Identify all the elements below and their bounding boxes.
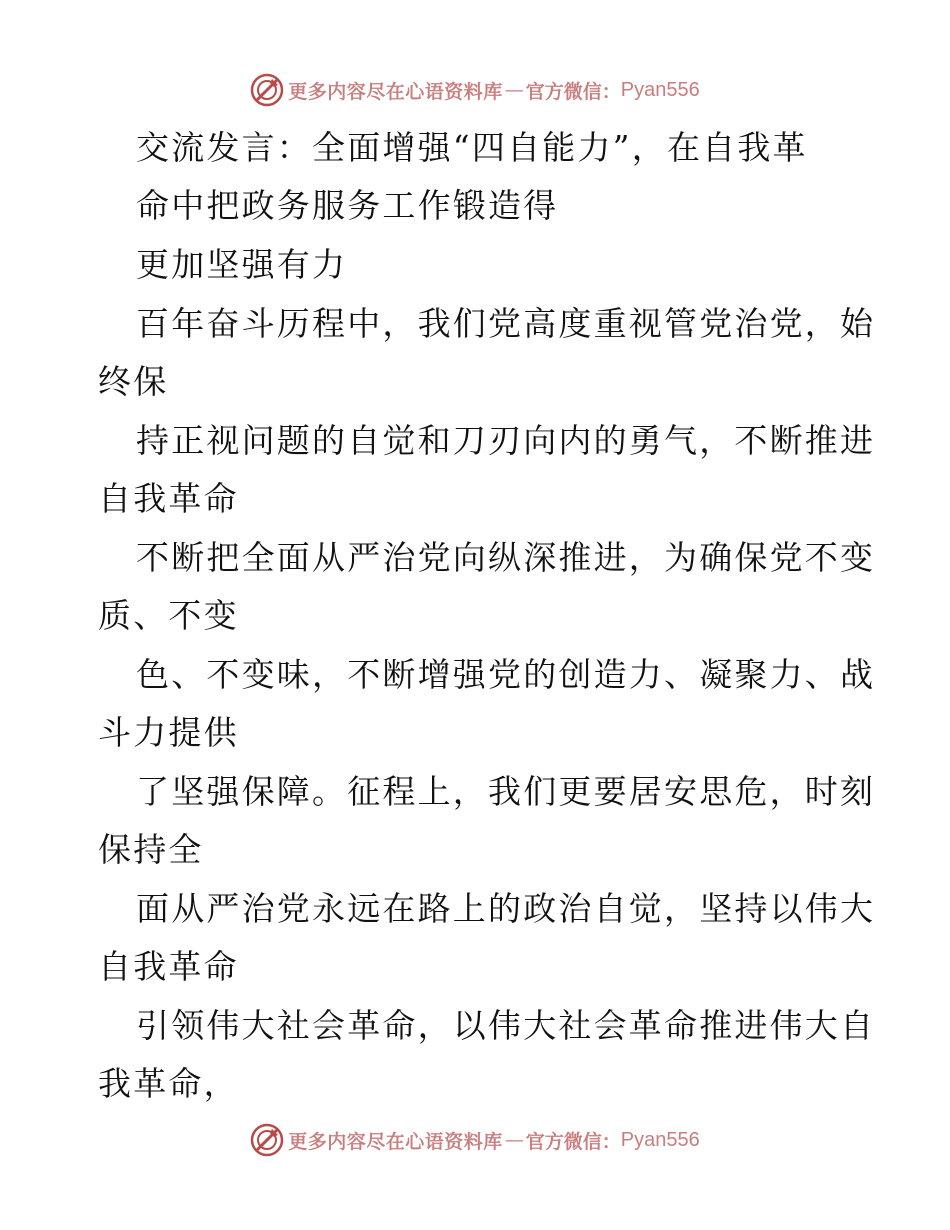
banner-wechat-label: 官方微信： (525, 80, 621, 103)
banner-separator: — (504, 79, 524, 101)
text-line: 自我革命 (98, 947, 239, 986)
text-line: 百年奋斗历程中，我们党高度重视管党治党，始 (136, 304, 876, 343)
banner-wechat-id: Pyan556 (620, 1128, 700, 1151)
logo-icon (250, 1123, 284, 1157)
text-line: 终保 (98, 362, 169, 401)
text-line: 保持全 (98, 830, 204, 869)
text-line: 不断把全面从严治党向纵深推进，为确保党不变 (136, 538, 876, 577)
text-line: 自我革命 (98, 479, 239, 518)
text-line: 质、不变 (98, 596, 239, 635)
text-line: 持正视问题的自觉和刀刃向内的勇气，不断推进 (136, 421, 876, 460)
text-line: 我革命， (98, 1064, 239, 1103)
banner-text: 更多内容尽在心语资料库 (288, 80, 503, 103)
header-banner (0, 70, 950, 110)
text-line: 命中把政务服务工作锻造得 (136, 186, 559, 225)
text-line: 引领伟大社会革命，以伟大社会革命推进伟大自 (136, 1006, 876, 1045)
banner-separator: — (504, 1129, 524, 1151)
banner-wechat-id: Pyan556 (620, 78, 700, 101)
text-line: 色、不变味，不断增强党的创造力、凝聚力、战 (136, 655, 876, 694)
logo-icon (250, 73, 284, 107)
banner-text: 更多内容尽在心语资料库 (288, 1130, 503, 1153)
text-line: 交流发言：全面增强“四自能力”，在自我革 (136, 128, 808, 167)
text-line: 面从严治党永远在路上的政治自觉，坚持以伟大 (136, 889, 876, 928)
footer-banner (0, 1120, 950, 1160)
text-line: 了坚强保障。征程上，我们更要居安思危，时刻 (136, 772, 876, 811)
text-line: 斗力提供 (98, 713, 239, 752)
text-line: 更加坚强有力 (136, 245, 348, 284)
banner-wechat-label: 官方微信： (525, 1130, 621, 1153)
